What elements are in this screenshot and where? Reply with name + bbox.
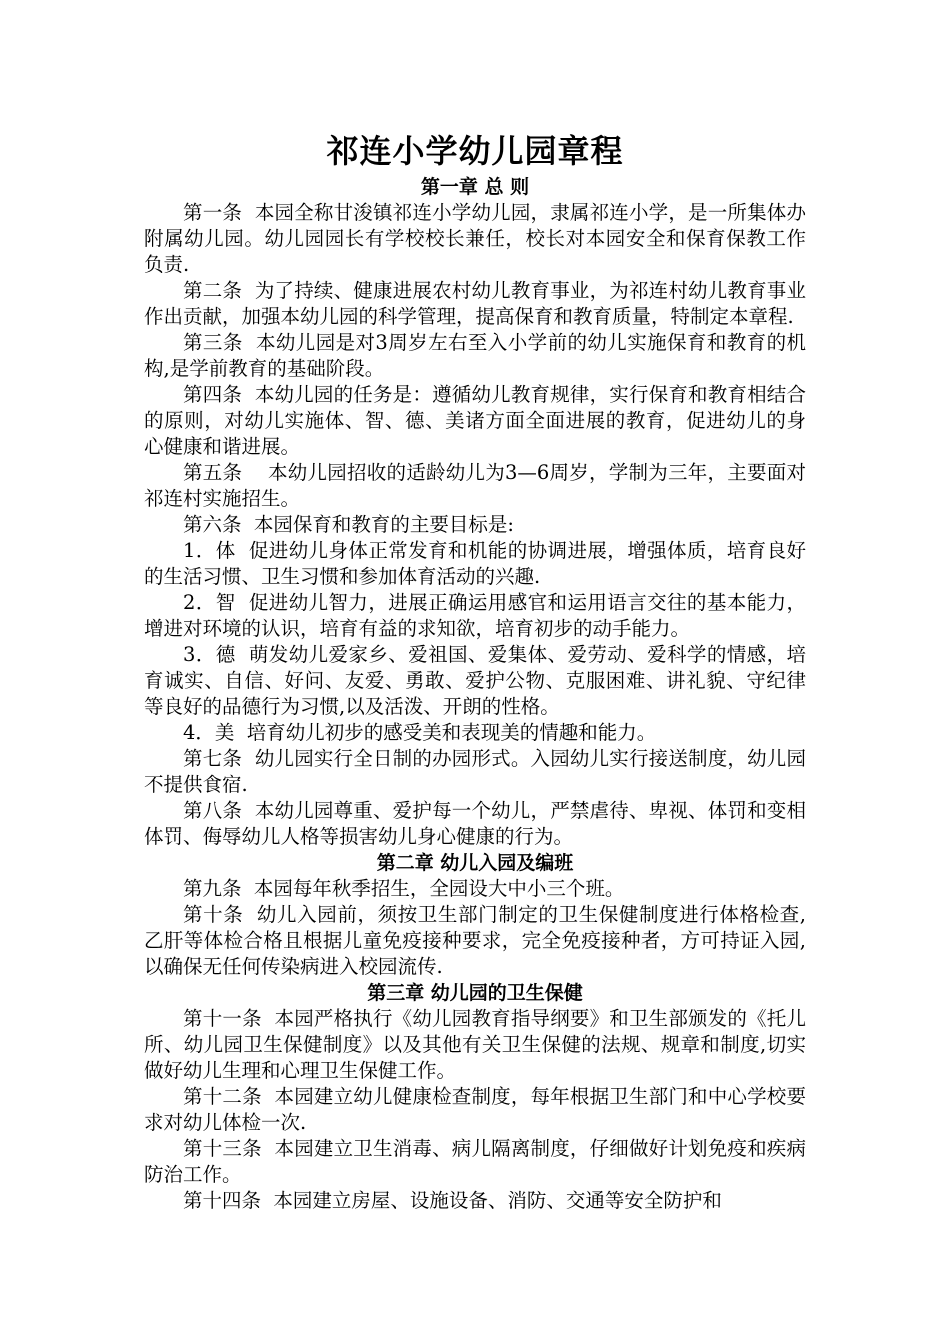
goal-moral: 3．德 萌发幼儿爱家乡、爱祖国、爱集体、爱劳动、爱科学的情感，培育诚实、自信、好问、友爱、勇敢、爱护公物、克服困难、讲礼貌、守纪律等良好的品德行为习惯,以及活泼、开朗的性格。 [144, 643, 806, 718]
article-7: 第七条 幼儿园实行全日制的办园形式。入园幼儿实行接送制度，幼儿园不提供食宿. [144, 747, 806, 796]
chapter-2 [144, 850, 806, 980]
article-11: 第十一条 本园严格执行《幼儿园教育指导纲要》和卫生部颁发的《托儿所、幼儿园卫生保健制度》以及其他有关卫生保健的法规、规章和制度,切实做好幼儿生理和心理卫生保健工作。 [144, 1007, 806, 1082]
goal-intellectual: 2．智 促进幼儿智力，进展正确运用感官和运用语言交往的基本能力，增进对环境的认识，培育有益的求知欲，培育初步的动手能力。 [144, 591, 806, 640]
article-13: 第十三条 本园建立卫生消毒、病儿隔离制度，仔细做好计划免疫和疾病防治工作。 [144, 1137, 806, 1186]
document-title: 祁连小学幼儿园章程 [326, 132, 624, 170]
article-2: 第二条 为了持续、健康进展农村幼儿教育事业，为祁连村幼儿教育事业作出贡献，加强本幼儿园的科学管理，提高保育和教育质量，特制定本章程. [144, 279, 806, 328]
article-14: 第十四条 本园建立房屋、设施设备、消防、交通等安全防护和 [183, 1189, 722, 1212]
article-12: 第十二条 本园建立幼儿健康检查制度，每年根据卫生部门和中心学校要求对幼儿体检一次. [144, 1085, 806, 1134]
article-5: 第五条 本幼儿园招收的适龄幼儿为3—6周岁，学制为三年，主要面对祁连村实施招生。 [144, 461, 806, 510]
goal-physical: 1．体 促进幼儿身体正常发育和机能的协调进展，增强体质，培育良好的生活习惯、卫生习惯和参加体育活动的兴趣. [144, 539, 806, 588]
article-9: 第九条 本园每年秋季招生，全园设大中小三个班。 [183, 877, 625, 900]
chapter-3 [144, 980, 806, 1214]
chapter-1 [144, 174, 806, 850]
article-8: 第八条 本幼儿园尊重、爱护每一个幼儿，严禁虐待、卑视、体罚和变相体罚、侮辱幼儿人格等损害幼儿身心健康的行为。 [144, 799, 806, 848]
chapter-heading: 第一章 总 则 [420, 176, 530, 198]
article-3: 第三条 本幼儿园是对3周岁左右至入小学前的幼儿实施保育和教育的机构,是学前教育的基础阶段。 [144, 331, 806, 380]
chapter-heading: 第二章 幼儿入园及编班 [376, 852, 574, 874]
document-body [144, 128, 806, 1214]
goal-aesthetic: 4．美 培育幼儿初步的感受美和表现美的情趣和能力。 [183, 721, 657, 744]
article-10: 第十条 幼儿入园前，须按卫生部门制定的卫生保健制度进行体格检查,乙肝等体检合格且根据儿童免疫接种要求，完全免疫接种者，方可持证入园,以确保无任何传染病进入校园流传. [144, 903, 806, 978]
article-6: 第六条 本园保育和教育的主要目标是: [183, 513, 514, 536]
chapter-heading: 第三章 幼儿园的卫生保健 [367, 982, 583, 1004]
article-4: 第四条 本幼儿园的任务是：遵循幼儿教育规律，实行保育和教育相结合的原则，对幼儿实施体、智、德、美诸方面全面进展的教育，促进幼儿的身心健康和谐进展。 [144, 383, 806, 458]
article-1: 第一条 本园全称甘浚镇祁连小学幼儿园，隶属祁连小学，是一所集体办附属幼儿园。幼儿园园长有学校校长兼任，校长对本园安全和保育保教工作负责. [144, 201, 806, 276]
